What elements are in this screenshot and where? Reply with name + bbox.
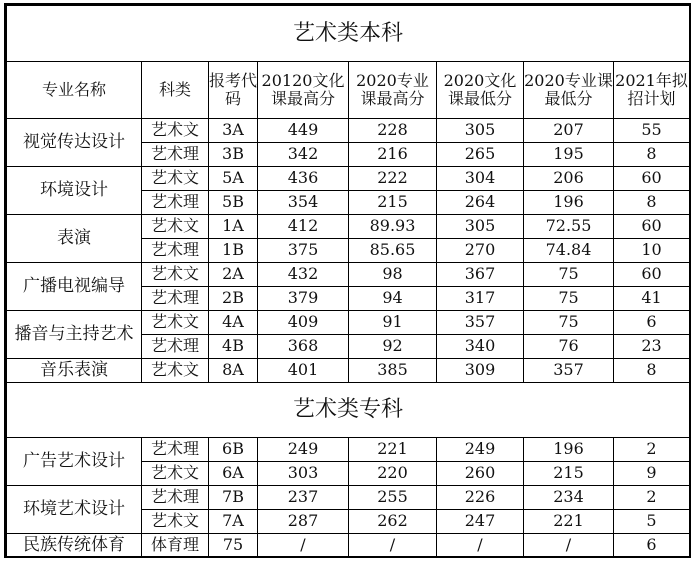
track-cell: 艺术文	[142, 311, 209, 335]
major-min-cell: 195	[524, 143, 614, 167]
track-cell: 艺术理	[142, 438, 209, 462]
major-max-cell: 92	[349, 335, 437, 359]
plan-cell: 41	[614, 287, 690, 311]
track-cell: 艺术理	[142, 287, 209, 311]
culture-max-cell: 354	[258, 191, 349, 215]
plan-cell: 60	[614, 215, 690, 239]
culture-min-cell: 357	[437, 311, 524, 335]
table-row	[7, 263, 690, 287]
column-header: 2020专业课最高分	[349, 62, 437, 119]
culture-max-cell: 449	[258, 119, 349, 143]
table-row	[7, 438, 690, 462]
track-cell: 体育理	[142, 534, 209, 558]
culture-min-cell: 260	[437, 462, 524, 486]
exam-code-cell: 75	[209, 534, 258, 558]
plan-cell: 8	[614, 143, 690, 167]
plan-cell: 10	[614, 239, 690, 263]
plan-cell: 6	[614, 311, 690, 335]
major-min-cell: 75	[524, 287, 614, 311]
major-name-cell: 民族传统体育	[7, 534, 142, 558]
track-cell: 艺术文	[142, 359, 209, 383]
culture-max-cell: 303	[258, 462, 349, 486]
track-cell: 艺术理	[142, 239, 209, 263]
plan-cell: 2	[614, 486, 690, 510]
exam-code-cell: 5B	[209, 191, 258, 215]
major-name-cell: 播音与主持艺术	[7, 311, 142, 359]
plan-cell: 9	[614, 462, 690, 486]
plan-cell: 23	[614, 335, 690, 359]
column-header: 报考代码	[209, 62, 258, 119]
exam-code-cell: 3B	[209, 143, 258, 167]
table-row	[7, 119, 690, 143]
exam-code-cell: 2A	[209, 263, 258, 287]
column-header: 2020专业课最低分	[524, 62, 614, 119]
major-min-cell: 75	[524, 311, 614, 335]
culture-min-cell: 247	[437, 510, 524, 534]
table-row	[7, 534, 690, 558]
culture-max-cell: 249	[258, 438, 349, 462]
exam-code-cell: 7A	[209, 510, 258, 534]
exam-code-cell: 3A	[209, 119, 258, 143]
culture-max-cell: 436	[258, 167, 349, 191]
exam-code-cell: 4B	[209, 335, 258, 359]
major-name-cell: 广告艺术设计	[7, 438, 142, 486]
major-max-cell: 98	[349, 263, 437, 287]
table-row	[7, 167, 690, 191]
major-min-cell: 234	[524, 486, 614, 510]
major-name-cell: 环境设计	[7, 167, 142, 215]
track-cell: 艺术理	[142, 191, 209, 215]
culture-min-cell: 317	[437, 287, 524, 311]
major-max-cell: 255	[349, 486, 437, 510]
exam-code-cell: 4A	[209, 311, 258, 335]
culture-max-cell: 401	[258, 359, 349, 383]
major-min-cell: 207	[524, 119, 614, 143]
score-table	[6, 5, 690, 558]
table-row	[7, 215, 690, 239]
section-title-undergrad-row	[7, 6, 690, 62]
column-header: 科类	[142, 62, 209, 119]
culture-max-cell: 379	[258, 287, 349, 311]
culture-min-cell: 305	[437, 119, 524, 143]
track-cell: 艺术文	[142, 263, 209, 287]
plan-cell: 55	[614, 119, 690, 143]
exam-code-cell: 2B	[209, 287, 258, 311]
culture-min-cell: /	[437, 534, 524, 558]
plan-cell: 2	[614, 438, 690, 462]
major-max-cell: 220	[349, 462, 437, 486]
major-max-cell: 228	[349, 119, 437, 143]
culture-max-cell: 375	[258, 239, 349, 263]
major-min-cell: 76	[524, 335, 614, 359]
major-max-cell: 216	[349, 143, 437, 167]
culture-max-cell: 412	[258, 215, 349, 239]
major-max-cell: 385	[349, 359, 437, 383]
table-row	[7, 486, 690, 510]
major-max-cell: 94	[349, 287, 437, 311]
major-min-cell: 215	[524, 462, 614, 486]
culture-min-cell: 226	[437, 486, 524, 510]
major-max-cell: 262	[349, 510, 437, 534]
major-min-cell: 74.84	[524, 239, 614, 263]
plan-cell: 8	[614, 359, 690, 383]
culture-max-cell: 432	[258, 263, 349, 287]
culture-min-cell: 249	[437, 438, 524, 462]
culture-min-cell: 340	[437, 335, 524, 359]
plan-cell: 5	[614, 510, 690, 534]
major-max-cell: 85.65	[349, 239, 437, 263]
exam-code-cell: 7B	[209, 486, 258, 510]
column-header: 2021年拟招计划	[614, 62, 690, 119]
column-header: 专业名称	[7, 62, 142, 119]
culture-max-cell: 368	[258, 335, 349, 359]
major-min-cell: 196	[524, 438, 614, 462]
column-header: 2020文化课最低分	[437, 62, 524, 119]
major-name-cell: 环境艺术设计	[7, 486, 142, 534]
track-cell: 艺术文	[142, 119, 209, 143]
major-min-cell: 357	[524, 359, 614, 383]
track-cell: 艺术理	[142, 486, 209, 510]
major-max-cell: 222	[349, 167, 437, 191]
exam-code-cell: 5A	[209, 167, 258, 191]
major-name-cell: 音乐表演	[7, 359, 142, 383]
track-cell: 艺术文	[142, 215, 209, 239]
track-cell: 艺术文	[142, 167, 209, 191]
exam-code-cell: 1A	[209, 215, 258, 239]
section-title-college-row	[7, 383, 690, 438]
culture-min-cell: 265	[437, 143, 524, 167]
plan-cell: 60	[614, 167, 690, 191]
culture-min-cell: 367	[437, 263, 524, 287]
plan-cell: 8	[614, 191, 690, 215]
section-title-undergrad: 艺术类本科	[7, 6, 690, 62]
admission-score-table	[4, 3, 691, 558]
exam-code-cell: 8A	[209, 359, 258, 383]
track-cell: 艺术理	[142, 143, 209, 167]
culture-min-cell: 309	[437, 359, 524, 383]
major-name-cell: 表演	[7, 215, 142, 263]
major-min-cell: /	[524, 534, 614, 558]
culture-max-cell: 409	[258, 311, 349, 335]
plan-cell: 6	[614, 534, 690, 558]
major-min-cell: 196	[524, 191, 614, 215]
major-max-cell: 91	[349, 311, 437, 335]
exam-code-cell: 1B	[209, 239, 258, 263]
exam-code-cell: 6B	[209, 438, 258, 462]
plan-cell: 60	[614, 263, 690, 287]
major-max-cell: 221	[349, 438, 437, 462]
section-title-college: 艺术类专科	[7, 383, 690, 438]
major-min-cell: 75	[524, 263, 614, 287]
culture-min-cell: 304	[437, 167, 524, 191]
major-min-cell: 221	[524, 510, 614, 534]
major-min-cell: 72.55	[524, 215, 614, 239]
culture-min-cell: 270	[437, 239, 524, 263]
table-row	[7, 311, 690, 335]
table-row	[7, 359, 690, 383]
major-min-cell: 206	[524, 167, 614, 191]
major-name-cell: 视觉传达设计	[7, 119, 142, 167]
major-max-cell: 215	[349, 191, 437, 215]
column-header: 20120文化课最高分	[258, 62, 349, 119]
exam-code-cell: 6A	[209, 462, 258, 486]
track-cell: 艺术文	[142, 462, 209, 486]
culture-max-cell: /	[258, 534, 349, 558]
culture-max-cell: 287	[258, 510, 349, 534]
culture-max-cell: 237	[258, 486, 349, 510]
culture-max-cell: 342	[258, 143, 349, 167]
major-max-cell: /	[349, 534, 437, 558]
major-name-cell: 广播电视编导	[7, 263, 142, 311]
major-max-cell: 89.93	[349, 215, 437, 239]
header-row	[7, 62, 690, 119]
track-cell: 艺术理	[142, 335, 209, 359]
culture-min-cell: 264	[437, 191, 524, 215]
track-cell: 艺术文	[142, 510, 209, 534]
culture-min-cell: 305	[437, 215, 524, 239]
